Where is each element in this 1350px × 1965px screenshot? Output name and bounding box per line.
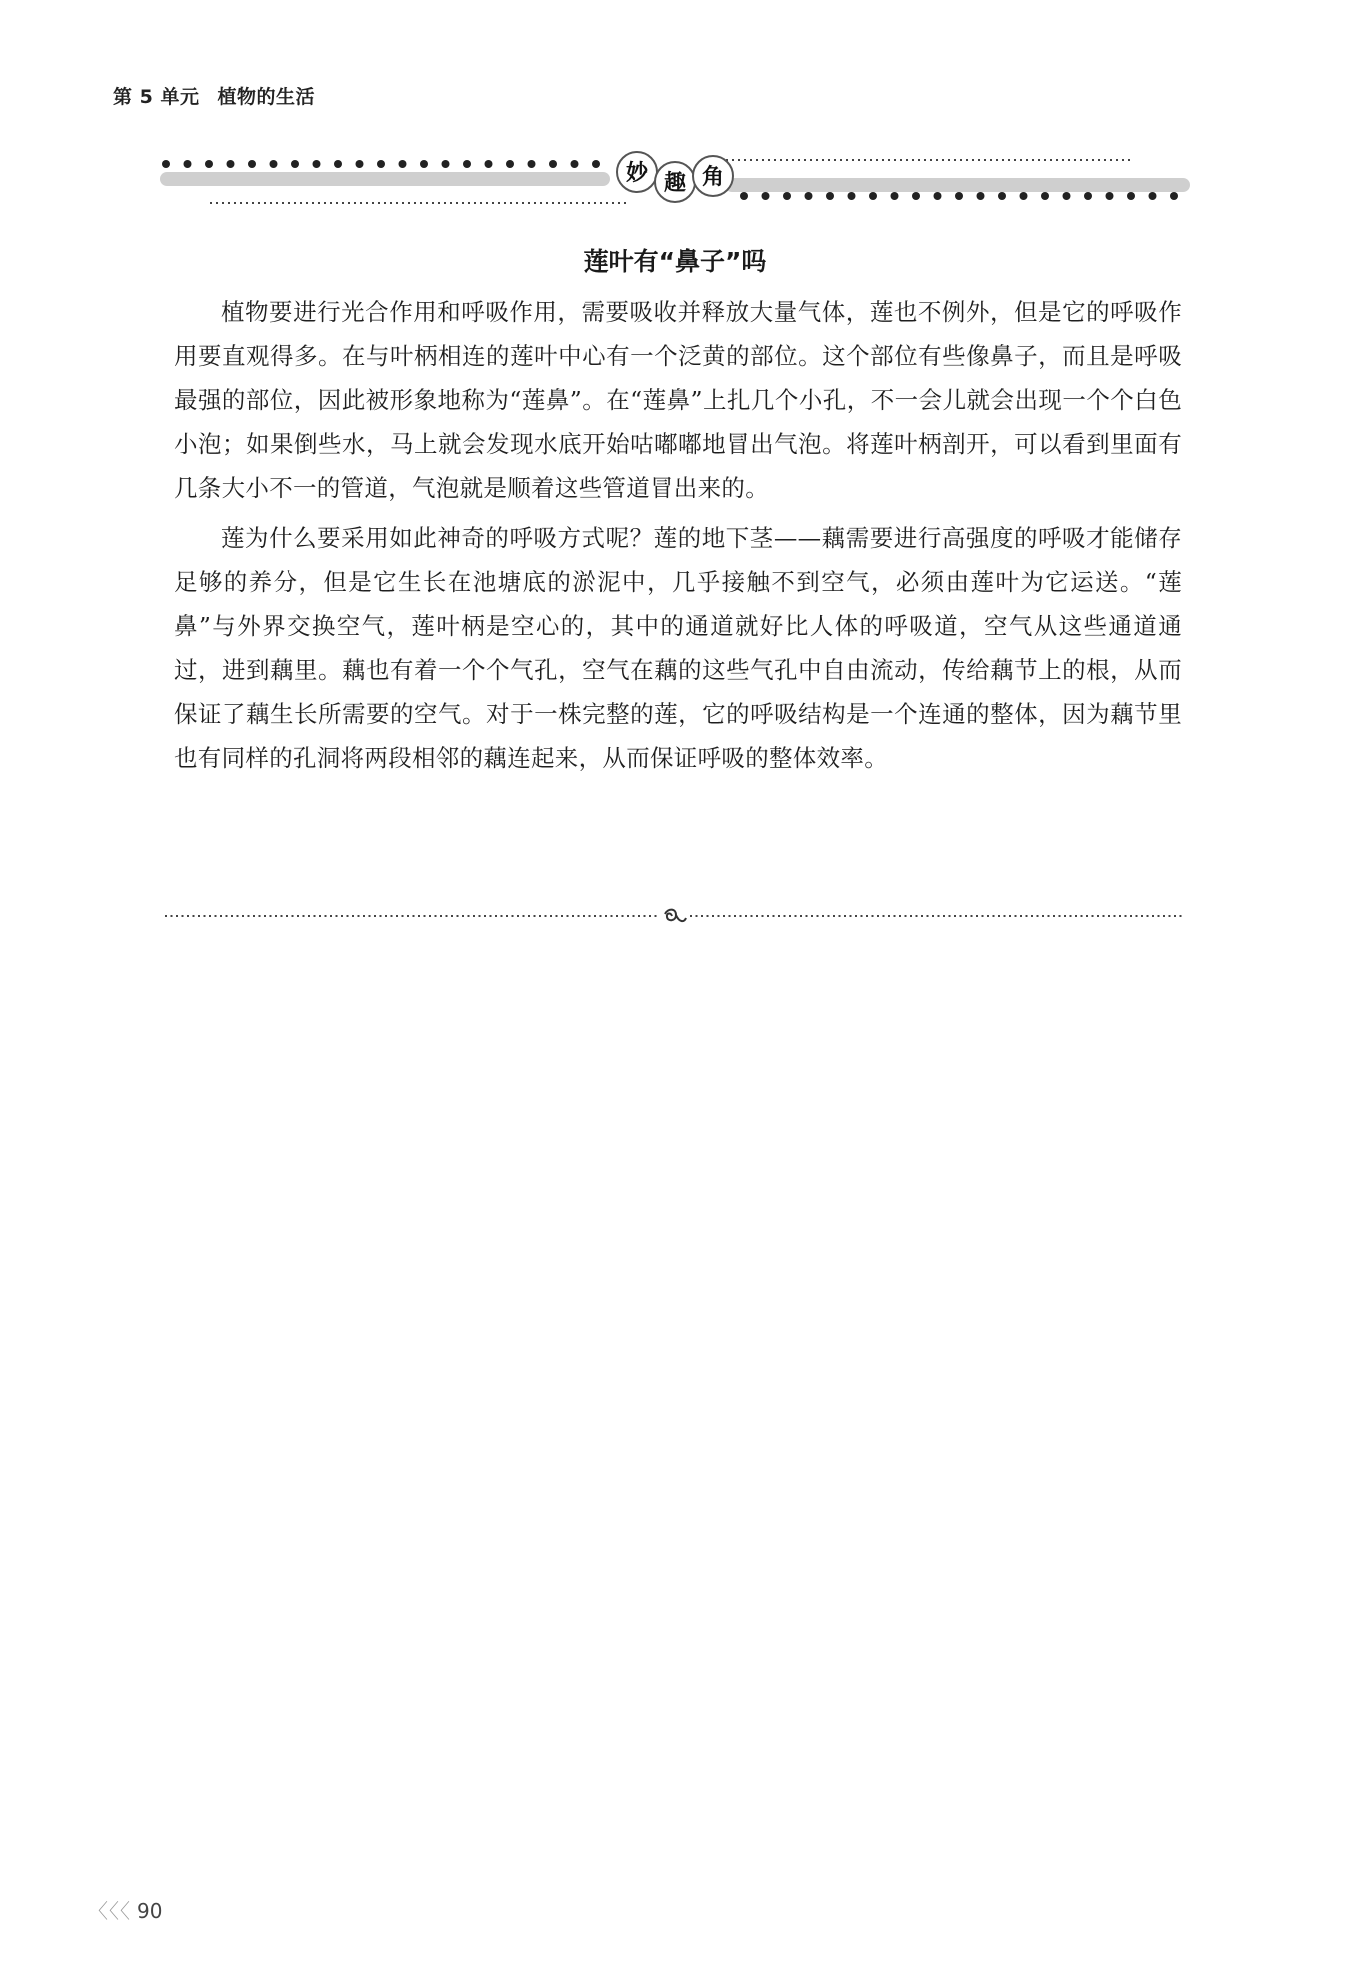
banner-dot (356, 160, 364, 168)
banner-dot (1020, 192, 1028, 200)
banner-dot (783, 192, 791, 200)
banner-band-left (160, 172, 610, 186)
running-header (113, 82, 315, 109)
banner-char-2: 趣 (663, 171, 687, 196)
paragraph-2: 莲为什么要采用如此神奇的呼吸方式呢？莲的地下茎——藕需要进行高强度的呼吸才能储存足够的养分，但是它生长在池塘底的淤泥中，几乎接触不到空气，必须由莲叶为它运送。“莲鼻”与外界交换空气，莲叶柄是空心的，其中的通道就好比人体的呼吸道，空气从这些通道通过，进到藕里。藕也有着一个个气孔，空气在藕的这些气孔中自由流动，传给藕节上的根，从而保证了藕生长所需要的空气。对于一株完整的莲，它的呼吸结构是一个连通的整体，因为藕节里也有同样的孔洞将两段相邻的藕连起来，从而保证呼吸的整体效率。 (174, 524, 1182, 772)
banner-dot (740, 192, 748, 200)
banner-dot (485, 160, 493, 168)
banner-dot (848, 192, 856, 200)
section-banner (160, 150, 1190, 210)
banner-decoration (160, 150, 1190, 210)
banner-dot (291, 160, 299, 168)
banner-char-1: 妙 (625, 161, 649, 186)
banner-dot (1063, 192, 1071, 200)
banner-dot (227, 160, 235, 168)
banner-dots-right (740, 192, 1178, 200)
banner-char-3: 角 (701, 165, 725, 190)
banner-dot (420, 160, 428, 168)
paragraph-1: 植物要进行光合作用和呼吸作用，需要吸收并释放大量气体，莲也不例外，但是它的呼吸作用要直观得多。在与叶柄相连的莲叶中心有一个泛黄的部位。这个部位有些像鼻子，而且是呼吸最强的部位，因此被形象地称为“莲鼻”。在“莲鼻”上扎几个小孔，不一会儿就会出现一个个白色小泡；如果倒些水，马上就会发现水底开始咕嘟嘟地冒出气泡。将莲叶柄剖开，可以看到里面有几条大小不一的管道，气泡就是顺着这些管道冒出来的。 (174, 298, 1182, 502)
banner-dot (592, 160, 600, 168)
banner-dot (184, 160, 192, 168)
banner-dot (571, 160, 579, 168)
banner-dot (998, 192, 1006, 200)
banner-dot (162, 160, 170, 168)
banner-dot (826, 192, 834, 200)
banner-dot (334, 160, 342, 168)
page-number: 90 (137, 1899, 163, 1923)
banner-dot (1041, 192, 1049, 200)
banner-dot (955, 192, 963, 200)
banner-dot (248, 160, 256, 168)
banner-dot (934, 192, 942, 200)
banner-dot (1149, 192, 1157, 200)
banner-dot (869, 192, 877, 200)
banner-dot (205, 160, 213, 168)
banner-dot (549, 160, 557, 168)
unit-label: 第 5 单元 (113, 86, 200, 108)
banner-dot (1084, 192, 1092, 200)
banner-dot (912, 192, 920, 200)
article-title: 莲叶有“鼻子”吗 (583, 247, 767, 276)
banner-dots-left (162, 160, 600, 168)
banner-dot (377, 160, 385, 168)
banner-dot (1170, 192, 1178, 200)
article-body (174, 290, 1182, 786)
banner-dot (891, 192, 899, 200)
banner-band-right (725, 178, 1190, 192)
banner-dot (1127, 192, 1135, 200)
banner-dot (313, 160, 321, 168)
banner-dot (463, 160, 471, 168)
banner-dot (977, 192, 985, 200)
section-end-rule (165, 908, 1185, 930)
banner-dot (1106, 192, 1114, 200)
chapter-label: 植物的生活 (217, 86, 315, 108)
flourish-icon (665, 910, 686, 922)
page-footer (88, 1895, 162, 1924)
end-rule-decoration (165, 908, 1185, 930)
banner-dot (805, 192, 813, 200)
banner-dot (762, 192, 770, 200)
banner-dot (506, 160, 514, 168)
banner-dot (442, 160, 450, 168)
banner-dot (270, 160, 278, 168)
chevrons-icon: 〈〈〈 (88, 1899, 131, 1923)
banner-dot (528, 160, 536, 168)
banner-dot (399, 160, 407, 168)
